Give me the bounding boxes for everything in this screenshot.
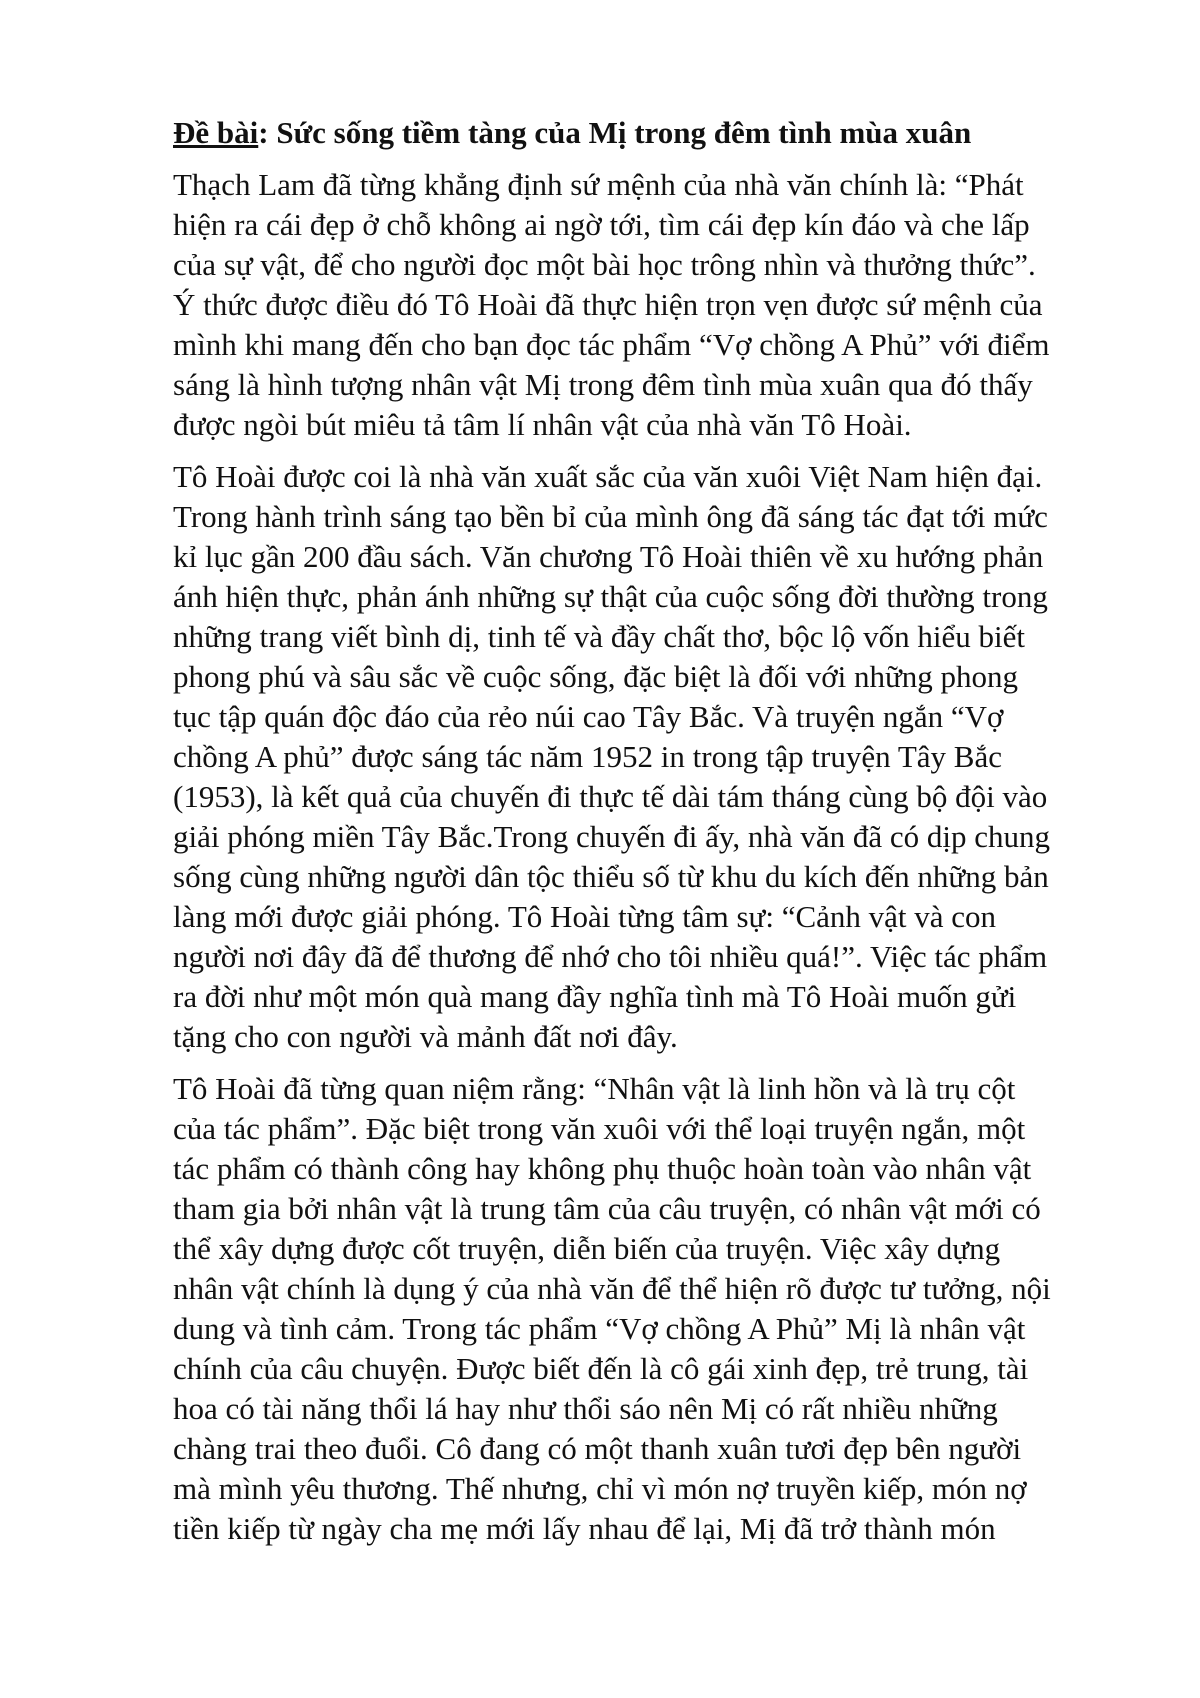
paragraph-line: tục tập quán độc đáo của rẻo núi cao Tây Bắc. Và truyện ngắn “Vợ xyxy=(173,699,1004,734)
paragraph-line: làng mới được giải phóng. Tô Hoài từng tâm sự: “Cảnh vật và con xyxy=(173,899,997,934)
paragraph-line: của tác phẩm”. Đặc biệt trong văn xuôi với thể loại truyện ngắn, một xyxy=(173,1111,1026,1146)
essay-title xyxy=(173,113,1083,153)
paragraph-line: hoa có tài năng thổi lá hay như thổi sáo nên Mị có rất nhiều những xyxy=(173,1391,998,1426)
paragraphs xyxy=(173,165,1083,1549)
paragraph-line: ra đời như một món quà mang đầy nghĩa tình mà Tô Hoài muốn gửi xyxy=(173,979,1017,1014)
paragraph-line: chính của câu chuyện. Được biết đến là cô gái xinh đẹp, trẻ trung, tài xyxy=(173,1351,1029,1386)
paragraph-line: Trong hành trình sáng tạo bền bỉ của mình ông đã sáng tác đạt tới mức xyxy=(173,499,1048,534)
paragraph-line: Tô Hoài được coi là nhà văn xuất sắc của văn xuôi Việt Nam hiện đại. xyxy=(173,459,1043,494)
paragraph-line: thể xây dựng được cốt truyện, diễn biến của truyện. Việc xây dựng xyxy=(173,1231,1001,1266)
paragraph-line: hiện ra cái đẹp ở chỗ không ai ngờ tới, tìm cái đẹp kín đáo và che lấp xyxy=(173,207,1030,242)
paragraph-line: chồng A phủ” được sáng tác năm 1952 in trong tập truyện Tây Bắc xyxy=(173,739,1002,774)
paragraph-line: chàng trai theo đuổi. Cô đang có một thanh xuân tươi đẹp bên người xyxy=(173,1431,1022,1466)
paragraph-line: Ý thức được điều đó Tô Hoài đã thực hiện trọn vẹn được sứ mệnh của xyxy=(173,287,1043,322)
paragraph-line: những trang viết bình dị, tinh tế và đầy chất thơ, bộc lộ vốn hiểu biết xyxy=(173,619,1025,654)
paragraph-line: sống cùng những người dân tộc thiểu số từ khu du kích đến những bản xyxy=(173,859,1049,894)
paragraph-line: mà mình yêu thương. Thế nhưng, chỉ vì món nợ truyền kiếp, món nợ xyxy=(173,1471,1027,1506)
paragraph-line: tặng cho con người và mảnh đất nơi đây. xyxy=(173,1019,678,1054)
paragraph-2 xyxy=(173,457,1083,1057)
paragraph-line: giải phóng miền Tây Bắc.Trong chuyến đi ấy, nhà văn đã có dịp chung xyxy=(173,819,1051,854)
paragraph-line: của sự vật, để cho người đọc một bài học trông nhìn và thưởng thức”. xyxy=(173,247,1036,282)
paragraph-line: Tô Hoài đã từng quan niệm rằng: “Nhân vật là linh hồn và là trụ cột xyxy=(173,1071,1016,1106)
paragraph-line: được ngòi bút miêu tả tâm lí nhân vật của nhà văn Tô Hoài. xyxy=(173,407,912,442)
paragraph-line: tác phẩm có thành công hay không phụ thuộc hoàn toàn vào nhân vật xyxy=(173,1151,1032,1186)
paragraph-line: tiền kiếp từ ngày cha mẹ mới lấy nhau để lại, Mị đã trở thành món xyxy=(173,1511,996,1546)
paragraph-line: người nơi đây đã để thương để nhớ cho tôi nhiều quá!”. Việc tác phẩm xyxy=(173,939,1048,974)
title-label: Đề bài xyxy=(173,115,259,150)
paragraph-line: kỉ lục gần 200 đầu sách. Văn chương Tô Hoài thiên về xu hướng phản xyxy=(173,539,1044,574)
paragraph-line: (1953), là kết quả của chuyến đi thực tế dài tám tháng cùng bộ đội vào xyxy=(173,779,1048,814)
paragraph-line: nhân vật chính là dụng ý của nhà văn để thể hiện rõ được tư tưởng, nội xyxy=(173,1271,1051,1306)
title-separator: : xyxy=(258,115,269,150)
paragraph-line: dung và tình cảm. Trong tác phẩm “Vợ chồng A Phủ” Mị là nhân vật xyxy=(173,1311,1026,1346)
paragraph-1 xyxy=(173,165,1083,445)
paragraph-line: ánh hiện thực, phản ánh những sự thật của cuộc sống đời thường trong xyxy=(173,579,1048,614)
paragraph-line: Thạch Lam đã từng khẳng định sứ mệnh của nhà văn chính là: “Phát xyxy=(173,167,1024,202)
paragraph-line: sáng là hình tượng nhân vật Mị trong đêm tình mùa xuân qua đó thấy xyxy=(173,367,1033,402)
title-text: Sức sống tiềm tàng của Mị trong đêm tình mùa xuân xyxy=(268,115,972,150)
document-body xyxy=(173,113,1083,1561)
paragraph-line: tham gia bởi nhân vật là trung tâm của câu truyện, có nhân vật mới có xyxy=(173,1191,1041,1226)
paragraph-line: mình khi mang đến cho bạn đọc tác phẩm “Vợ chồng A Phủ” với điểm xyxy=(173,327,1050,362)
paragraph-3 xyxy=(173,1069,1083,1549)
paragraph-line: phong phú và sâu sắc về cuộc sống, đặc biệt là đối với những phong xyxy=(173,659,1019,694)
